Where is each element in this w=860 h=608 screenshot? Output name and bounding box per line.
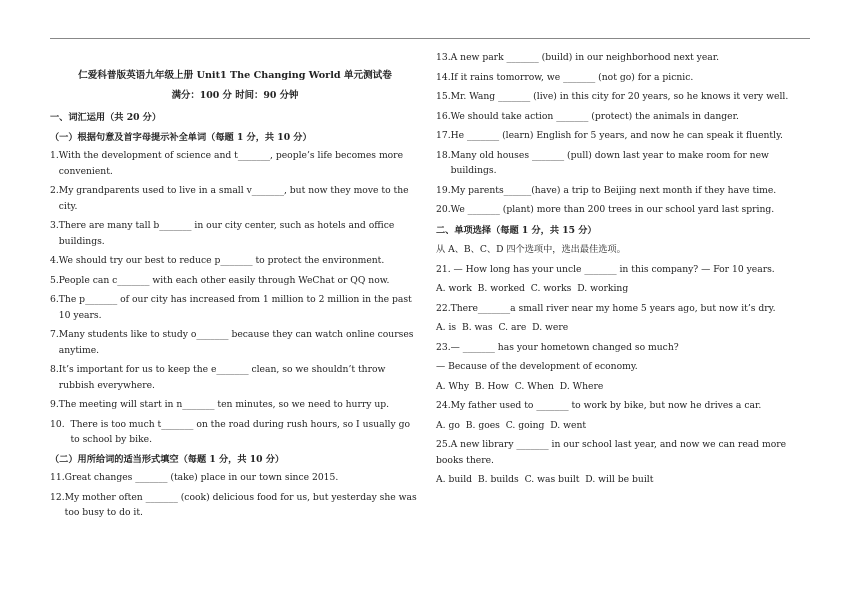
question-item [436, 70, 816, 86]
question-text: He _______ (learn) English for 5 years, and now he can speak it fluently. [450, 130, 783, 141]
question-text: If it rains tomorrow, we _______ (not go) for a picnic. [450, 71, 694, 83]
question-23-answer: — Because of the development of economy. [436, 361, 638, 372]
right-column [436, 50, 816, 492]
question-text: With the development of science and t_______, people’s life becomes more convenient. [58, 150, 404, 177]
top-rule [50, 38, 810, 39]
part-2-heading: （二）用所给词的适当形式填空（每题 1 分，共 10 分） [50, 453, 285, 465]
question-number: 12. [50, 491, 65, 503]
question-item [50, 253, 420, 269]
question-22: 22.There_______a small river near my home 5 years ago, but now it’s dry. [436, 302, 776, 314]
question-number: 8. [50, 364, 59, 375]
question-item [436, 128, 816, 144]
question-number: 19. [436, 184, 451, 196]
question-text: My mother often _______ (cook) delicious food for us, but yesterday she was too busy to do it. [64, 491, 417, 518]
question-25: 25.A new library _______ in our school last year, and now we can read more books there. [436, 439, 787, 466]
question-number: 10. [50, 418, 71, 430]
question-text: We _______ (plant) more than 200 trees in our school yard last spring. [450, 204, 775, 215]
question-text: My grandparents used to live in a small v_______, but now they move to the city. [58, 185, 409, 212]
section-2-heading: 二、单项选择（每题 1 分，共 15 分） [436, 224, 597, 236]
part-1-list [50, 148, 420, 448]
question-number: 5. [50, 274, 59, 286]
question-number: 14. [436, 71, 451, 83]
question-number: 16. [436, 110, 451, 122]
question-text: We should take action _______ (protect) the animals in danger. [450, 110, 739, 122]
question-item [436, 89, 816, 105]
question-number: 1. [50, 150, 59, 161]
question-item [436, 109, 816, 125]
question-text: My parents______(have) a trip to Beijing next month if they have time. [450, 184, 777, 196]
question-item [436, 202, 816, 218]
left-column [50, 50, 420, 525]
question-text: Mr. Wang _______ (live) in this city for 20 years, so he knows it very well. [450, 91, 789, 102]
section-1-heading: 一、词汇运用（共 20 分） [50, 112, 162, 123]
question-item [50, 218, 420, 249]
question-text: The p_______ of our city has increased from 1 million to 2 million in the past 10 years. [58, 294, 412, 321]
question-24-options: A. go B. goes C. going D. went [436, 419, 587, 431]
question-item [50, 273, 420, 289]
question-text: A new park _______ (build) in our neighborhood next year. [450, 52, 720, 63]
question-24: 24.My father used to _______ to work by bike, but now he drives a car. [436, 400, 762, 411]
question-text: The meeting will start in n_______ ten minutes, so we need to hurry up. [58, 399, 390, 410]
question-item [436, 50, 816, 66]
part-2-list-left [50, 470, 420, 521]
question-number: 20. [436, 204, 451, 215]
question-item [50, 362, 420, 393]
question-text: We should try our best to reduce p_______ to protect the environment. [58, 255, 385, 266]
question-item [50, 397, 420, 413]
score-time-line: 满分：100 分 时间：90 分钟 [171, 89, 299, 101]
question-22-options: A. is B. was C. are D. were [436, 322, 569, 333]
question-text: Many students like to study o_______ because they can watch online courses anytime. [58, 329, 414, 356]
question-21: 21. — How long has your uncle _______ in this company? — For 10 years. [436, 263, 775, 275]
question-number: 13. [436, 52, 451, 63]
question-number: 9. [50, 399, 59, 410]
part-2-list-right [436, 50, 816, 218]
question-text: Great changes _______ (take) place in our town since 2015. [64, 472, 339, 483]
question-text: There are many tall b_______ in our city center, such as hotels and office buildings. [58, 220, 395, 247]
question-number: 7. [50, 329, 59, 340]
question-23: 23.— _______ has your hometown changed so much? [436, 341, 679, 353]
part-1-heading: （一）根据句意及首字母提示补全单词（每题 1 分，共 10 分） [50, 131, 312, 143]
question-number: 11. [50, 472, 65, 483]
question-number: 4. [50, 255, 59, 266]
question-item [436, 148, 816, 179]
question-21-options: A. work B. worked C. works D. working [436, 283, 629, 294]
question-text: It’s important for us to keep the e_______ clean, so we shouldn’t throw rubbish everywhere. [58, 364, 386, 391]
question-number: 3. [50, 220, 59, 231]
question-number: 15. [436, 91, 451, 102]
question-item [50, 490, 420, 521]
question-text: There is too much t_______ on the road during rush hours, so I usually go to school by bike. [70, 418, 411, 445]
question-item [50, 417, 420, 448]
question-number: 2. [50, 185, 59, 196]
question-item [50, 183, 420, 214]
question-25-options: A. build B. builds C. was built D. will be built [436, 474, 654, 485]
question-23-options: A. Why B. How C. When D. Where [436, 380, 604, 392]
question-item [436, 183, 816, 199]
question-text: Many old houses _______ (pull) down last year to make room for new buildings. [450, 149, 769, 176]
question-number: 17. [436, 130, 451, 141]
question-item [50, 327, 420, 358]
question-number: 6. [50, 294, 59, 305]
question-item [50, 292, 420, 323]
page-title: 仁爱科普版英语九年级上册 Unit1 The Changing World 单元测试卷 [78, 70, 392, 81]
question-text: People can c_______ with each other easily through WeChat or QQ now. [58, 274, 390, 286]
question-number: 18. [436, 149, 451, 161]
section-2-instruction: 从 A、B、C、D 四个选项中，选出最佳选项。 [436, 244, 626, 255]
question-item [50, 470, 420, 486]
question-item [50, 148, 420, 179]
